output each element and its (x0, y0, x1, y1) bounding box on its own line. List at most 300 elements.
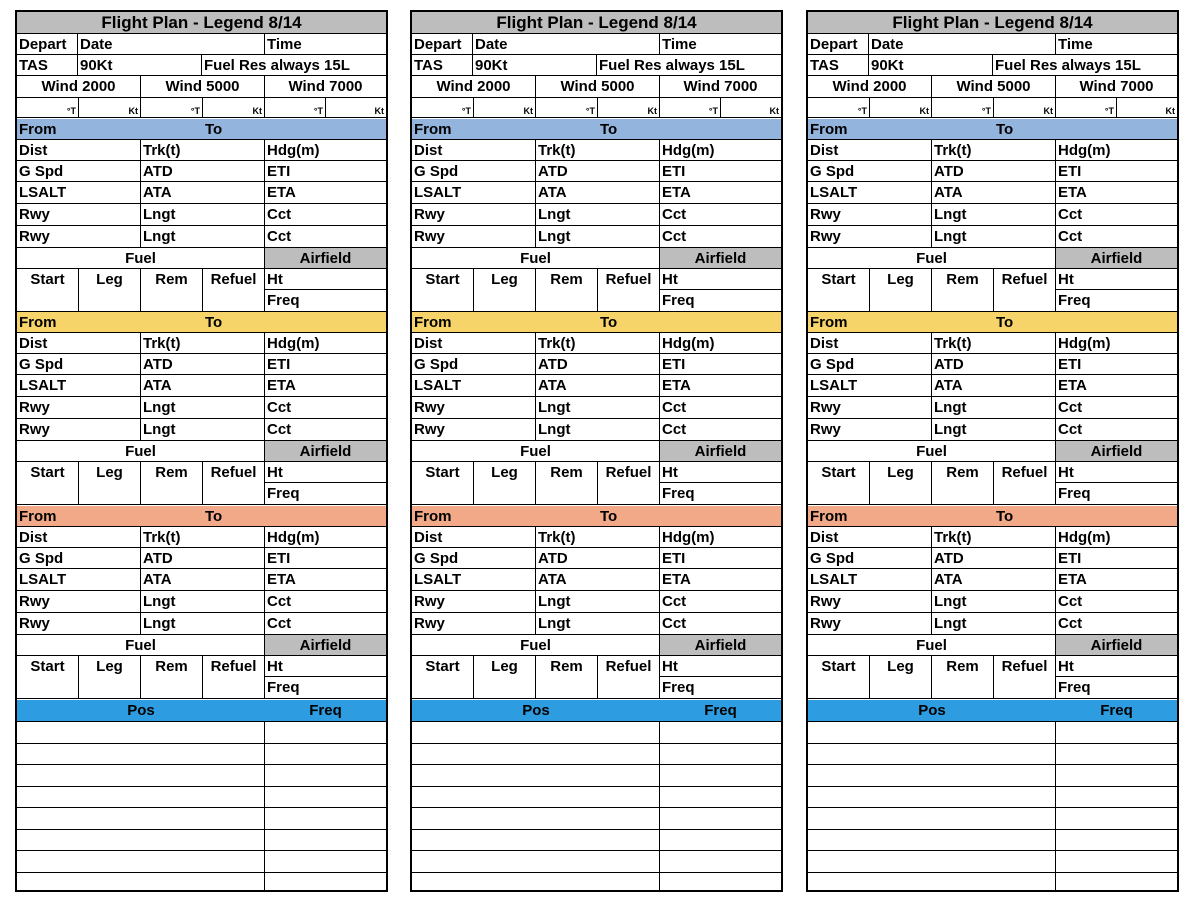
heading-label: Hdg(m) (267, 528, 320, 546)
knots-unit: Kt (647, 106, 657, 116)
leg-fuel-block (808, 656, 1177, 699)
leg-from-to-row (17, 312, 386, 333)
fuel-start-label: Start (17, 656, 79, 698)
wind-5000-kt-cell (994, 98, 1055, 117)
leg-lsalt-row (808, 375, 1177, 397)
frequency-cell[interactable] (660, 873, 781, 893)
eti-label: ETI (267, 162, 291, 180)
leg-from-label: From (19, 120, 57, 138)
fuel-refuel-label: Refuel (203, 462, 265, 504)
position-cell[interactable] (412, 744, 660, 765)
time-label: Time (1058, 35, 1093, 53)
lsalt-label: LSALT (412, 569, 536, 590)
circuit-label: Cct (1058, 615, 1083, 632)
deg-true-unit: °T (190, 106, 200, 116)
ground-speed-label: G Spd (808, 354, 932, 374)
position-header-row (412, 700, 781, 722)
depart-label: Depart (808, 34, 869, 54)
lsalt-label: LSALT (412, 182, 536, 203)
leg-from-label: From (810, 120, 848, 138)
position-cell[interactable] (17, 722, 265, 743)
leg-from-label: From (19, 507, 57, 525)
frequency-cell[interactable] (1056, 808, 1177, 829)
dist-label: Dist (808, 333, 932, 353)
fuel-remaining-label: Rem (536, 656, 598, 698)
leg-from-to-row (808, 312, 1177, 333)
depart-row (17, 34, 386, 55)
leg-rwy-row-1 (412, 397, 781, 419)
length-label: Lngt (536, 591, 660, 612)
title-row (17, 12, 386, 34)
fuel-reserve-note: Fuel Res always 15L (599, 56, 745, 74)
frequency-cell[interactable] (1056, 744, 1177, 765)
track-label: Trk(t) (932, 527, 1056, 547)
leg-fuel-airfield-row (17, 635, 386, 656)
circuit-label: Cct (267, 615, 292, 632)
leg-section-3 (412, 506, 781, 699)
leg-lsalt-row (412, 375, 781, 397)
position-log-row (17, 765, 386, 787)
tas-value: 90Kt (78, 55, 202, 75)
wind-7000-deg-cell (1056, 98, 1117, 117)
position-log-row (808, 744, 1177, 766)
wind-7000-label: Wind 7000 (288, 78, 363, 95)
leg-gspd-row (412, 548, 781, 569)
knots-unit: Kt (1165, 106, 1175, 116)
knots-unit: Kt (128, 106, 138, 116)
position-log-row (808, 808, 1177, 830)
position-cell[interactable] (808, 873, 1056, 893)
dist-label: Dist (808, 140, 932, 160)
track-label: Trk(t) (141, 527, 265, 547)
airfield-height-label: Ht (660, 656, 781, 677)
leg-dist-row (808, 140, 1177, 161)
wind-2000-label: Wind 2000 (412, 76, 536, 97)
ground-speed-label: G Spd (412, 548, 536, 568)
leg-dist-row (808, 333, 1177, 354)
frequency-cell[interactable] (265, 830, 386, 851)
track-label: Trk(t) (141, 140, 265, 160)
length-label: Lngt (536, 226, 660, 247)
lsalt-label: LSALT (17, 375, 141, 396)
circuit-label: Cct (267, 399, 292, 416)
atd-label: ATD (932, 161, 1056, 181)
position-log-row (808, 851, 1177, 873)
flight-plan-card-3 (806, 10, 1179, 892)
atd-label: ATD (141, 548, 265, 568)
leg-section-1 (17, 119, 386, 312)
frequency-cell[interactable] (1056, 830, 1177, 851)
wind-7000-kt-cell (721, 98, 781, 117)
frequency-cell[interactable] (1056, 787, 1177, 808)
airfield-section-label: Airfield (265, 635, 386, 655)
position-cell[interactable] (17, 851, 265, 872)
frequency-cell[interactable] (660, 830, 781, 851)
deg-true-unit: °T (1104, 106, 1114, 116)
leg-dist-row (17, 527, 386, 548)
wind-2000-label: Wind 2000 (808, 76, 932, 97)
leg-from-to-row (412, 506, 781, 527)
runway-label: Rwy (412, 204, 536, 225)
position-log-row (17, 873, 386, 893)
airfield-freq-label: Freq (662, 485, 695, 502)
wind-5000-deg-cell (141, 98, 203, 117)
knots-unit: Kt (374, 106, 384, 116)
leg-lsalt-row (808, 569, 1177, 591)
position-log-row (17, 787, 386, 809)
runway-label: Rwy (17, 204, 141, 225)
length-label: Lngt (141, 226, 265, 247)
eti-label: ETI (1058, 355, 1082, 373)
ground-speed-label: G Spd (17, 548, 141, 568)
tas-row (17, 55, 386, 76)
circuit-label: Cct (267, 593, 292, 610)
fuel-leg-label: Leg (474, 656, 536, 698)
fuel-refuel-label: Refuel (598, 656, 660, 698)
leg-from-to-row (412, 312, 781, 333)
atd-label: ATD (932, 354, 1056, 374)
wind-7000-deg-cell (265, 98, 326, 117)
position-label: Pos (918, 702, 946, 719)
frequency-cell[interactable] (265, 744, 386, 765)
deg-true-unit: °T (585, 106, 595, 116)
length-label: Lngt (932, 397, 1056, 418)
heading-label: Hdg(m) (267, 141, 320, 159)
eta-label: ETA (1058, 377, 1087, 394)
airfield-section-label: Airfield (265, 248, 386, 268)
fuel-start-label: Start (412, 656, 474, 698)
position-cell[interactable] (17, 787, 265, 808)
frequency-cell[interactable] (265, 851, 386, 872)
airfield-height-label: Ht (265, 269, 386, 290)
fuel-refuel-label: Refuel (203, 269, 265, 311)
ground-speed-label: G Spd (808, 161, 932, 181)
airfield-height-label: Ht (660, 269, 781, 290)
knots-unit: Kt (769, 106, 779, 116)
runway-label: Rwy (808, 226, 932, 247)
frequency-cell[interactable] (1056, 873, 1177, 893)
position-cell[interactable] (412, 851, 660, 872)
wind-5000-deg-cell (932, 98, 994, 117)
leg-section-2 (17, 312, 386, 505)
leg-rwy-row-2 (412, 613, 781, 635)
fuel-start-label: Start (808, 269, 870, 311)
position-cell[interactable] (17, 765, 265, 786)
fuel-start-label: Start (412, 462, 474, 504)
leg-dist-row (17, 333, 386, 354)
fuel-remaining-label: Rem (141, 269, 203, 311)
knots-unit: Kt (919, 106, 929, 116)
position-freq-label: Freq (1100, 702, 1133, 719)
circuit-label: Cct (1058, 421, 1083, 438)
frequency-cell[interactable] (265, 765, 386, 786)
ata-label: ATA (932, 569, 1056, 590)
leg-section-2 (412, 312, 781, 505)
position-log-row (412, 808, 781, 830)
length-label: Lngt (141, 397, 265, 418)
fuel-refuel-label: Refuel (598, 462, 660, 504)
fuel-remaining-label: Rem (141, 656, 203, 698)
position-cell[interactable] (412, 808, 660, 829)
fuel-start-label: Start (17, 269, 79, 311)
position-cell[interactable] (808, 851, 1056, 872)
leg-gspd-row (412, 161, 781, 182)
leg-from-label: From (19, 313, 57, 331)
length-label: Lngt (536, 204, 660, 225)
position-cell[interactable] (412, 765, 660, 786)
leg-from-label: From (810, 507, 848, 525)
leg-fuel-block (412, 462, 781, 505)
leg-fuel-airfield-row (808, 441, 1177, 462)
heading-label: Hdg(m) (267, 334, 320, 352)
atd-label: ATD (141, 161, 265, 181)
circuit-label: Cct (267, 228, 292, 245)
airfield-height-label: Ht (265, 462, 386, 483)
position-cell[interactable] (808, 808, 1056, 829)
dist-label: Dist (412, 140, 536, 160)
fuel-leg-label: Leg (870, 269, 932, 311)
wind-5000-deg-cell (536, 98, 598, 117)
depart-label: Depart (412, 34, 473, 54)
ground-speed-label: G Spd (17, 354, 141, 374)
position-cell[interactable] (808, 765, 1056, 786)
leg-fuel-block (17, 462, 386, 505)
length-label: Lngt (141, 591, 265, 612)
airfield-freq-label: Freq (267, 292, 300, 309)
leg-gspd-row (17, 161, 386, 182)
position-cell[interactable] (808, 722, 1056, 743)
eta-label: ETA (662, 377, 691, 394)
leg-fuel-airfield-row (412, 248, 781, 269)
dist-label: Dist (17, 333, 141, 353)
lsalt-label: LSALT (808, 569, 932, 590)
leg-rwy-row-2 (17, 613, 386, 635)
leg-fuel-block (17, 656, 386, 699)
position-header-row (17, 700, 386, 722)
airfield-freq-label: Freq (267, 485, 300, 502)
circuit-label: Cct (1058, 399, 1083, 416)
eta-label: ETA (1058, 571, 1087, 588)
position-cell[interactable] (412, 787, 660, 808)
position-log-row (17, 808, 386, 830)
position-cell[interactable] (412, 722, 660, 743)
leg-gspd-row (412, 354, 781, 375)
wind-units-row (808, 98, 1177, 118)
atd-label: ATD (536, 161, 660, 181)
leg-rwy-row-2 (808, 419, 1177, 441)
ground-speed-label: G Spd (17, 161, 141, 181)
runway-label: Rwy (808, 204, 932, 225)
tas-label: TAS (412, 55, 473, 75)
leg-rwy-row-2 (17, 226, 386, 248)
lsalt-label: LSALT (17, 569, 141, 590)
frequency-cell[interactable] (1056, 851, 1177, 872)
atd-label: ATD (536, 548, 660, 568)
airfield-freq-label: Freq (662, 679, 695, 696)
eti-label: ETI (1058, 549, 1082, 567)
runway-label: Rwy (412, 419, 536, 440)
airfield-section-label: Airfield (1056, 441, 1177, 461)
position-cell[interactable] (17, 744, 265, 765)
position-cell[interactable] (17, 830, 265, 851)
position-log-row (808, 722, 1177, 744)
leg-gspd-row (17, 354, 386, 375)
leg-lsalt-row (17, 375, 386, 397)
airfield-section-label: Airfield (660, 441, 781, 461)
frequency-cell[interactable] (660, 851, 781, 872)
circuit-label: Cct (1058, 206, 1083, 223)
flight-plan-card-2 (410, 10, 783, 892)
runway-label: Rwy (17, 613, 141, 634)
airfield-freq-label: Freq (662, 292, 695, 309)
frequency-cell[interactable] (660, 787, 781, 808)
frequency-cell[interactable] (1056, 722, 1177, 743)
frequency-cell[interactable] (660, 765, 781, 786)
position-log-row (412, 787, 781, 809)
runway-label: Rwy (412, 591, 536, 612)
ata-label: ATA (141, 375, 265, 396)
frequency-cell[interactable] (265, 787, 386, 808)
runway-label: Rwy (17, 226, 141, 247)
position-log-row (808, 873, 1177, 893)
circuit-label: Cct (267, 206, 292, 223)
fuel-remaining-label: Rem (536, 462, 598, 504)
position-cell[interactable] (412, 830, 660, 851)
frequency-cell[interactable] (660, 744, 781, 765)
leg-rwy-row-1 (17, 591, 386, 613)
frequency-cell[interactable] (660, 808, 781, 829)
fuel-section-label: Fuel (17, 441, 265, 461)
ground-speed-label: G Spd (412, 161, 536, 181)
wind-5000-kt-cell (203, 98, 264, 117)
circuit-label: Cct (662, 593, 687, 610)
fuel-remaining-label: Rem (932, 656, 994, 698)
fuel-remaining-label: Rem (536, 269, 598, 311)
position-cell[interactable] (17, 873, 265, 893)
leg-from-label: From (414, 507, 452, 525)
length-label: Lngt (932, 226, 1056, 247)
circuit-label: Cct (662, 206, 687, 223)
heading-label: Hdg(m) (1058, 334, 1111, 352)
leg-lsalt-row (17, 182, 386, 204)
position-log (808, 700, 1177, 890)
heading-label: Hdg(m) (662, 334, 715, 352)
leg-fuel-airfield-row (412, 635, 781, 656)
leg-to-label: To (600, 120, 618, 138)
leg-rwy-row-2 (412, 419, 781, 441)
track-label: Trk(t) (141, 333, 265, 353)
leg-fuel-block (412, 656, 781, 699)
airfield-section-label: Airfield (660, 635, 781, 655)
ata-label: ATA (536, 375, 660, 396)
atd-label: ATD (141, 354, 265, 374)
time-label: Time (662, 35, 697, 53)
tas-row (412, 55, 781, 76)
lsalt-label: LSALT (412, 375, 536, 396)
fuel-section-label: Fuel (17, 635, 265, 655)
fuel-leg-label: Leg (79, 462, 141, 504)
card-title: Flight Plan - Legend 8/14 (17, 12, 386, 33)
leg-from-label: From (810, 313, 848, 331)
frequency-cell[interactable] (265, 722, 386, 743)
wind-2000-kt-cell (870, 98, 931, 117)
fuel-section-label: Fuel (17, 248, 265, 268)
title-row (808, 12, 1177, 34)
fuel-refuel-label: Refuel (598, 269, 660, 311)
track-label: Trk(t) (536, 333, 660, 353)
flight-plan-card-1 (15, 10, 388, 892)
position-header-row (808, 700, 1177, 722)
leg-dist-row (412, 333, 781, 354)
position-log (17, 700, 386, 890)
runway-label: Rwy (808, 591, 932, 612)
position-cell[interactable] (17, 808, 265, 829)
leg-lsalt-row (412, 182, 781, 204)
wind-2000-deg-cell (412, 98, 474, 117)
frequency-cell[interactable] (265, 808, 386, 829)
leg-section-1 (412, 119, 781, 312)
leg-fuel-airfield-row (808, 248, 1177, 269)
leg-fuel-block (17, 269, 386, 312)
fuel-start-label: Start (412, 269, 474, 311)
leg-rwy-row-1 (17, 397, 386, 419)
tas-label: TAS (808, 55, 869, 75)
heading-label: Hdg(m) (1058, 528, 1111, 546)
position-freq-label: Freq (309, 702, 342, 719)
frequency-cell[interactable] (1056, 765, 1177, 786)
circuit-label: Cct (662, 421, 687, 438)
leg-fuel-airfield-row (17, 248, 386, 269)
leg-dist-row (17, 140, 386, 161)
leg-lsalt-row (412, 569, 781, 591)
eta-label: ETA (267, 377, 296, 394)
runway-label: Rwy (808, 419, 932, 440)
fuel-leg-label: Leg (79, 656, 141, 698)
frequency-cell[interactable] (265, 873, 386, 893)
position-cell[interactable] (808, 830, 1056, 851)
leg-dist-row (412, 140, 781, 161)
frequency-cell[interactable] (660, 722, 781, 743)
fuel-remaining-label: Rem (141, 462, 203, 504)
wind-5000-label: Wind 5000 (932, 76, 1056, 97)
depart-row (808, 34, 1177, 55)
knots-unit: Kt (523, 106, 533, 116)
fuel-leg-label: Leg (474, 462, 536, 504)
eti-label: ETI (1058, 162, 1082, 180)
position-cell[interactable] (808, 787, 1056, 808)
wind-label-row (17, 76, 386, 98)
knots-unit: Kt (252, 106, 262, 116)
wind-2000-kt-cell (474, 98, 535, 117)
leg-to-label: To (205, 507, 223, 525)
eti-label: ETI (662, 355, 686, 373)
fuel-leg-label: Leg (79, 269, 141, 311)
position-cell[interactable] (808, 744, 1056, 765)
atd-label: ATD (932, 548, 1056, 568)
position-log (412, 700, 781, 890)
leg-rwy-row-2 (808, 226, 1177, 248)
eti-label: ETI (267, 355, 291, 373)
fuel-remaining-label: Rem (932, 269, 994, 311)
fuel-leg-label: Leg (474, 269, 536, 311)
fuel-leg-label: Leg (870, 656, 932, 698)
position-log-row (412, 722, 781, 744)
deg-true-unit: °T (66, 106, 76, 116)
length-label: Lngt (932, 204, 1056, 225)
wind-7000-label: Wind 7000 (683, 78, 758, 95)
position-cell[interactable] (412, 873, 660, 893)
position-freq-label: Freq (704, 702, 737, 719)
